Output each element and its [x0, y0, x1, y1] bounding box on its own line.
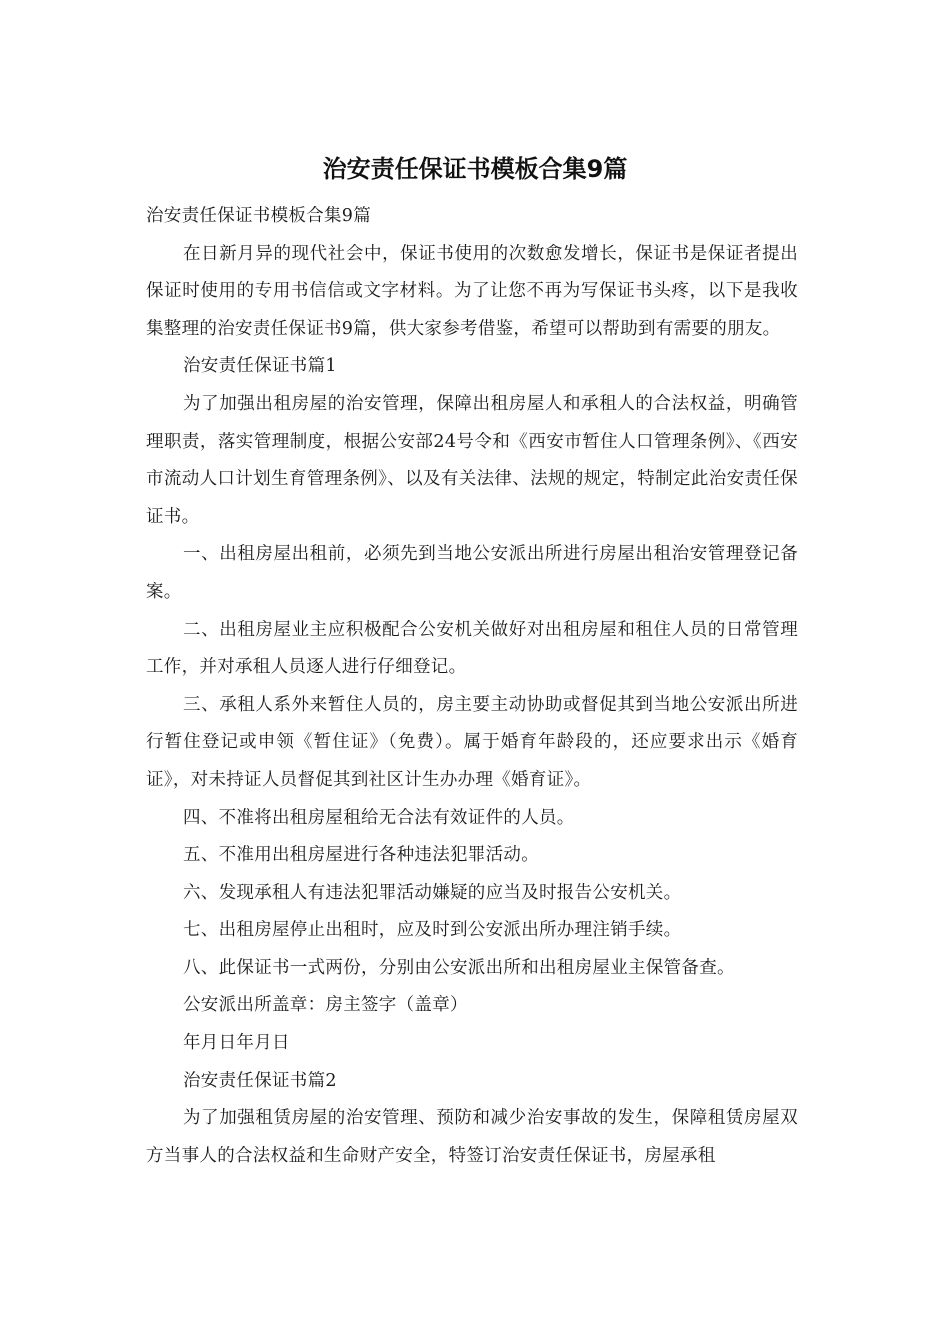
section-heading-1: 治安责任保证书篇1 [183, 356, 337, 377]
date-line: 年月日年月日 [183, 1033, 290, 1054]
clause-item: 四、不准将出租房屋租给无合法有效证件的人员。 [183, 807, 575, 828]
paragraph: 为了加强租赁房屋的治安管理、预防和减少治安事故的发生，保障租赁房屋双方当事人的合法权益和生命财产安全，特签订治安责任保证书，房屋承租 [146, 1108, 798, 1166]
section-heading-2: 治安责任保证书篇2 [183, 1070, 337, 1091]
clause-item: 六、发现承租人有违法犯罪活动嫌疑的应当及时报告公安机关。 [183, 882, 682, 903]
document-body [146, 198, 798, 1175]
clause-item: 五、不准用出租房屋进行各种违法犯罪活动。 [183, 845, 539, 866]
clause-item: 二、出租房屋业主应积极配合公安机关做好对出租房屋和租住人员的日常管理工作，并对承租人员逐人进行仔细登记。 [146, 619, 798, 678]
paragraph-intro: 在日新月异的现代社会中，保证书使用的次数愈发增长，保证书是保证者提出保证时使用的专用书信信或文字材料。为了让您不再为写保证书头疼，以下是我收集整理的治安责任保证书9篇，供大家参考借鉴，希望可以帮助到有需要的朋友。 [146, 243, 798, 339]
signature-line: 公安派出所盖章：房主签字（盖章） [183, 995, 468, 1016]
clause-item: 七、出租房屋停止出租时，应及时到公安派出所办理注销手续。 [183, 920, 682, 941]
paragraph-subtitle: 治安责任保证书模板合集9篇 [146, 206, 372, 226]
paragraph: 为了加强出租房屋的治安管理，保障出租房屋人和承租人的合法权益，明确管理职责，落实管理制度，根据公安部24号令和《西安市暂住人口管理条例》、《西安市流动人口计划生育管理条例》、以及有关法律、法规的规定，特制定此治安责任保证书。 [146, 393, 798, 527]
clause-item: 一、出租房屋出租前，必须先到当地公安派出所进行房屋出租治安管理登记备案。 [146, 544, 798, 602]
document-title: 治安责任保证书模板合集9篇 [322, 155, 628, 183]
clause-item: 三、承租人系外来暂住人员的，房主要主动协助或督促其到当地公安派出所进行暂住登记或申领《暂住证》（免费）。属于婚育年龄段的，还应要求出示《婚育证》，对未持证人员督促其到社区计生办办理《婚育证》。 [146, 694, 798, 790]
clause-item: 八、此保证书一式两份，分别由公安派出所和出租房屋业主保管备查。 [183, 957, 735, 978]
